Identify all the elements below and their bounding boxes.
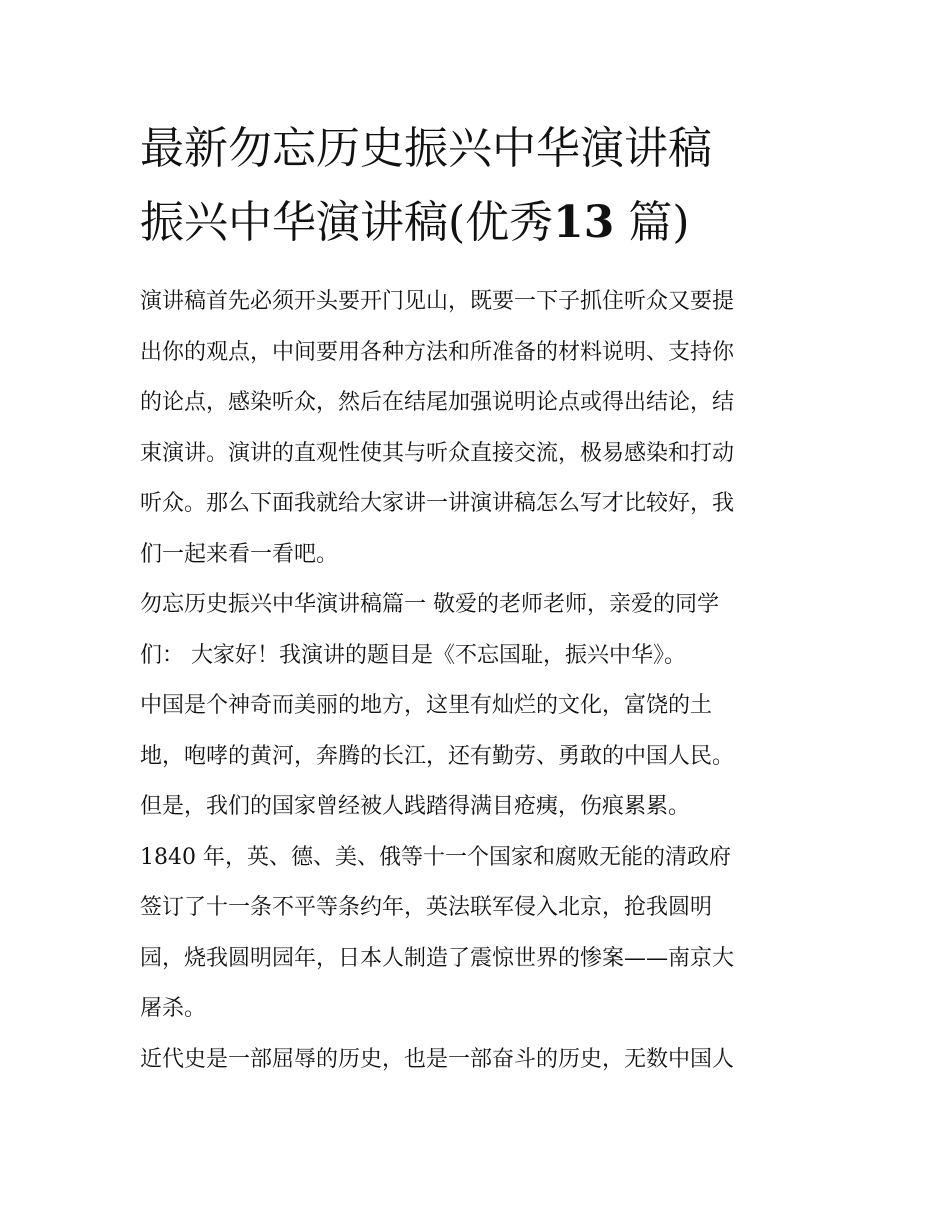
text-line: 演讲稿首先必须开头要开门见山，既要一下子抓住听众又要提 (140, 289, 735, 314)
title-line-1: 最新勿忘历史振兴中华演讲稿 (140, 123, 712, 174)
text-line: 地，咆哮的黄河，奔腾的长江，还有勤劳、勇敢的中国人民。 (140, 743, 735, 769)
text-line: 听众。那么下面我就给大家讲一讲演讲稿怎么写才比较好，我 (140, 491, 735, 516)
title-line-2-suffix: 篇) (628, 197, 690, 248)
paragraph-history-1840 (140, 833, 815, 1035)
title-line-2 (140, 186, 820, 260)
text-line: 1840 年，英、德、美、俄等十一个国家和腐败无能的清政府 (140, 844, 731, 870)
title-line-2-prefix: 振兴中华演讲稿(优秀 (140, 197, 554, 248)
document-title (140, 112, 820, 260)
paragraph-speech-opening (140, 580, 815, 681)
paragraph-china-description (140, 681, 815, 833)
text-line: 出你的观点，中间要用各种方法和所准备的材料说明、支持你 (140, 339, 735, 365)
text-line: 近代史是一部屈辱的历史，也是一部奋斗的历史，无数中国人 (140, 1046, 735, 1072)
text-line: 勿忘历史振兴中华演讲稿篇一 敬爱的老师老师，亲爱的同学 (140, 592, 719, 617)
paragraph-intro (140, 277, 815, 580)
text-line: 们： 大家好！我演讲的题目是《不忘国耻，振兴中华》。 (140, 642, 686, 668)
paragraph-modern-history (140, 1035, 815, 1086)
text-line: 但是，我们的国家曾经被人践踏得满目疮痍，伤痕累累。 (140, 794, 691, 819)
text-line: 园，烧我圆明园年，日本人制造了震惊世界的惨案——南京大 (140, 945, 735, 971)
text-line: 中国是个神奇而美丽的地方，这里有灿烂的文化，富饶的土 (140, 693, 713, 718)
title-article-count: 13 (553, 197, 615, 248)
text-line: 签订了十一条不平等条约年，英法联军侵入北京，抢我圆明 (140, 895, 713, 920)
text-line: 束演讲。演讲的直观性使其与听众直接交流，极易感染和打动 (140, 440, 735, 466)
document-body (140, 277, 815, 1085)
text-line: 屠杀。 (140, 996, 207, 1021)
text-line: 的论点，感染听众，然后在结尾加强说明论点或得出结论，结 (140, 390, 735, 415)
text-line: 们一起来看一看吧。 (140, 541, 339, 567)
